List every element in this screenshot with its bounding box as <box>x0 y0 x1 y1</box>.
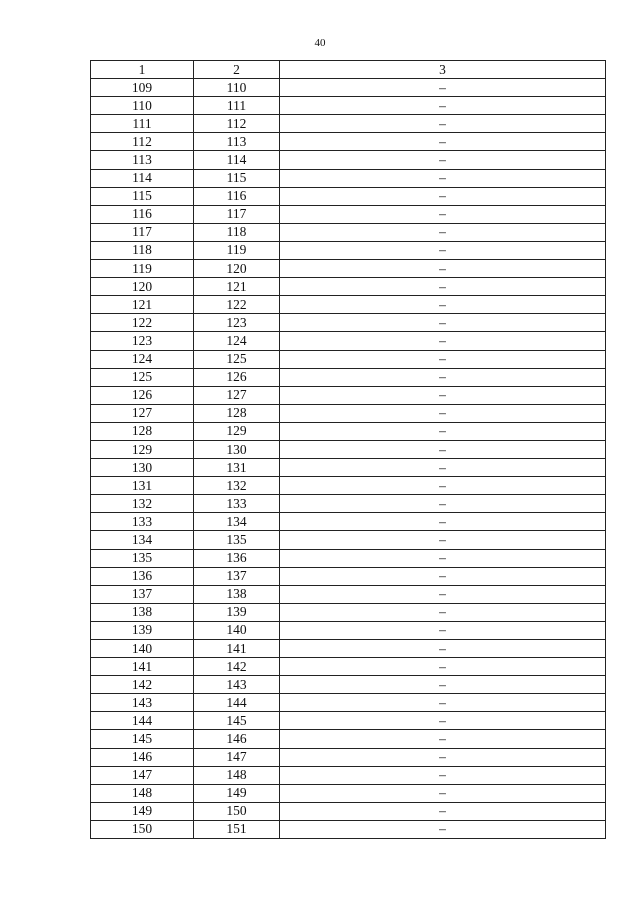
table-cell-col1: 134 <box>91 531 194 549</box>
table-row <box>91 784 606 802</box>
table-cell-col2: 117 <box>194 205 280 223</box>
table-cell-col1: 121 <box>91 296 194 314</box>
column-header-2: 2 <box>194 61 280 79</box>
table-cell-col1: 125 <box>91 368 194 386</box>
table-cell-col3: – <box>280 332 606 350</box>
table-row <box>91 332 606 350</box>
table-cell-col3: – <box>280 712 606 730</box>
table-cell-col3: – <box>280 133 606 151</box>
table-cell-col1: 118 <box>91 241 194 259</box>
table-cell-col3: – <box>280 676 606 694</box>
table-cell-col2: 146 <box>194 730 280 748</box>
table-cell-col2: 149 <box>194 784 280 802</box>
table-row <box>91 223 606 241</box>
table-cell-col3: – <box>280 820 606 838</box>
table-cell-col3: – <box>280 368 606 386</box>
table-cell-col3: – <box>280 495 606 513</box>
table-cell-col2: 144 <box>194 694 280 712</box>
table-row <box>91 658 606 676</box>
table-row <box>91 477 606 495</box>
table-row <box>91 133 606 151</box>
table-row <box>91 531 606 549</box>
table-row <box>91 115 606 133</box>
table-row <box>91 820 606 838</box>
table-cell-col1: 142 <box>91 676 194 694</box>
table-cell-col3: – <box>280 567 606 585</box>
table-cell-col3: – <box>280 97 606 115</box>
table-cell-col3: – <box>280 404 606 422</box>
table-cell-col2: 126 <box>194 368 280 386</box>
table-cell-col1: 128 <box>91 422 194 440</box>
table-row <box>91 766 606 784</box>
table-cell-col3: – <box>280 440 606 458</box>
table-cell-col3: – <box>280 477 606 495</box>
table-cell-col1: 129 <box>91 440 194 458</box>
table-row <box>91 802 606 820</box>
table-cell-col1: 120 <box>91 278 194 296</box>
table-cell-col3: – <box>280 79 606 97</box>
table-row <box>91 169 606 187</box>
table-row <box>91 422 606 440</box>
table-cell-col2: 123 <box>194 314 280 332</box>
table-row <box>91 241 606 259</box>
table-cell-col3: – <box>280 531 606 549</box>
table-cell-col1: 131 <box>91 477 194 495</box>
table-cell-col1: 136 <box>91 567 194 585</box>
table-cell-col2: 119 <box>194 241 280 259</box>
table-cell-col2: 143 <box>194 676 280 694</box>
table-cell-col1: 143 <box>91 694 194 712</box>
table-cell-col3: – <box>280 296 606 314</box>
table-cell-col2: 151 <box>194 820 280 838</box>
table-cell-col3: – <box>280 241 606 259</box>
table-row <box>91 187 606 205</box>
table-cell-col3: – <box>280 386 606 404</box>
table-row <box>91 459 606 477</box>
table-cell-col3: – <box>280 730 606 748</box>
table-cell-col2: 115 <box>194 169 280 187</box>
table-row <box>91 404 606 422</box>
table-row <box>91 151 606 169</box>
table-cell-col1: 138 <box>91 603 194 621</box>
table-cell-col1: 135 <box>91 549 194 567</box>
table-cell-col1: 116 <box>91 205 194 223</box>
table-cell-col1: 145 <box>91 730 194 748</box>
table-row <box>91 79 606 97</box>
table-cell-col2: 134 <box>194 513 280 531</box>
table-cell-col3: – <box>280 784 606 802</box>
table-row <box>91 97 606 115</box>
table-cell-col2: 136 <box>194 549 280 567</box>
table-row <box>91 314 606 332</box>
table-cell-col1: 148 <box>91 784 194 802</box>
table-cell-col1: 137 <box>91 585 194 603</box>
table-cell-col2: 130 <box>194 440 280 458</box>
table-cell-col3: – <box>280 115 606 133</box>
table-cell-col2: 142 <box>194 658 280 676</box>
column-header-3: 3 <box>280 61 606 79</box>
table-cell-col3: – <box>280 658 606 676</box>
table-row <box>91 368 606 386</box>
table-cell-col3: – <box>280 459 606 477</box>
table-cell-col3: – <box>280 585 606 603</box>
table-cell-col3: – <box>280 187 606 205</box>
table-cell-col1: 122 <box>91 314 194 332</box>
column-header-1: 1 <box>91 61 194 79</box>
table-cell-col1: 140 <box>91 640 194 658</box>
table-cell-col1: 110 <box>91 97 194 115</box>
table-cell-col2: 137 <box>194 567 280 585</box>
table-cell-col2: 112 <box>194 115 280 133</box>
table-row <box>91 640 606 658</box>
table-cell-col2: 113 <box>194 133 280 151</box>
table-cell-col2: 131 <box>194 459 280 477</box>
table-row <box>91 567 606 585</box>
table-cell-col2: 127 <box>194 386 280 404</box>
table-cell-col3: – <box>280 278 606 296</box>
table-cell-col1: 114 <box>91 169 194 187</box>
table-body <box>91 79 606 839</box>
table-cell-col1: 109 <box>91 79 194 97</box>
table-cell-col1: 130 <box>91 459 194 477</box>
table-cell-col2: 141 <box>194 640 280 658</box>
table-cell-col1: 133 <box>91 513 194 531</box>
table-cell-col1: 119 <box>91 260 194 278</box>
table-cell-col2: 110 <box>194 79 280 97</box>
table-cell-col1: 127 <box>91 404 194 422</box>
table-cell-col1: 113 <box>91 151 194 169</box>
table-cell-col2: 124 <box>194 332 280 350</box>
table-row <box>91 296 606 314</box>
table-cell-col2: 129 <box>194 422 280 440</box>
table-cell-col1: 139 <box>91 621 194 639</box>
table-cell-col2: 132 <box>194 477 280 495</box>
table-cell-col2: 140 <box>194 621 280 639</box>
data-table <box>90 60 606 839</box>
table-row <box>91 603 606 621</box>
table-row <box>91 694 606 712</box>
table-cell-col3: – <box>280 766 606 784</box>
table-cell-col3: – <box>280 422 606 440</box>
table-cell-col1: 149 <box>91 802 194 820</box>
table-cell-col3: – <box>280 169 606 187</box>
table-row <box>91 585 606 603</box>
table-cell-col3: – <box>280 802 606 820</box>
table-cell-col2: 121 <box>194 278 280 296</box>
table-row <box>91 621 606 639</box>
table-cell-col1: 144 <box>91 712 194 730</box>
table-row <box>91 748 606 766</box>
table-cell-col2: 125 <box>194 350 280 368</box>
table-cell-col1: 147 <box>91 766 194 784</box>
table-cell-col3: – <box>280 513 606 531</box>
table-row <box>91 495 606 513</box>
table-row <box>91 350 606 368</box>
table-cell-col1: 146 <box>91 748 194 766</box>
table-row <box>91 260 606 278</box>
table-cell-col3: – <box>280 549 606 567</box>
table-cell-col2: 111 <box>194 97 280 115</box>
table-cell-col3: – <box>280 151 606 169</box>
table-cell-col1: 124 <box>91 350 194 368</box>
table-cell-col2: 150 <box>194 802 280 820</box>
table-cell-col1: 126 <box>91 386 194 404</box>
table-cell-col2: 128 <box>194 404 280 422</box>
table-row <box>91 513 606 531</box>
table-cell-col2: 145 <box>194 712 280 730</box>
table-row <box>91 386 606 404</box>
table-cell-col2: 133 <box>194 495 280 513</box>
table-cell-col2: 120 <box>194 260 280 278</box>
table-cell-col1: 115 <box>91 187 194 205</box>
table-cell-col2: 122 <box>194 296 280 314</box>
table-cell-col2: 138 <box>194 585 280 603</box>
table-cell-col3: – <box>280 621 606 639</box>
table-cell-col2: 118 <box>194 223 280 241</box>
table-cell-col1: 117 <box>91 223 194 241</box>
table-cell-col2: 135 <box>194 531 280 549</box>
table-row <box>91 730 606 748</box>
table-row <box>91 278 606 296</box>
page-number: 40 <box>314 37 326 49</box>
table-cell-col3: – <box>280 223 606 241</box>
table-cell-col1: 111 <box>91 115 194 133</box>
table-cell-col2: 114 <box>194 151 280 169</box>
table-cell-col2: 139 <box>194 603 280 621</box>
table-row <box>91 676 606 694</box>
table-cell-col2: 116 <box>194 187 280 205</box>
table-row <box>91 549 606 567</box>
table-cell-col1: 132 <box>91 495 194 513</box>
table-cell-col3: – <box>280 260 606 278</box>
table-cell-col2: 147 <box>194 748 280 766</box>
table-cell-col3: – <box>280 694 606 712</box>
table-row <box>91 205 606 223</box>
table-header <box>91 61 606 79</box>
table-cell-col3: – <box>280 205 606 223</box>
table-cell-col3: – <box>280 314 606 332</box>
table-cell-col3: – <box>280 640 606 658</box>
table-cell-col1: 150 <box>91 820 194 838</box>
header-row <box>91 61 606 79</box>
table-cell-col1: 123 <box>91 332 194 350</box>
table-row <box>91 440 606 458</box>
table-cell-col3: – <box>280 350 606 368</box>
table-cell-col1: 141 <box>91 658 194 676</box>
table-cell-col3: – <box>280 603 606 621</box>
table-cell-col3: – <box>280 748 606 766</box>
table-row <box>91 712 606 730</box>
table-cell-col1: 112 <box>91 133 194 151</box>
table-cell-col2: 148 <box>194 766 280 784</box>
